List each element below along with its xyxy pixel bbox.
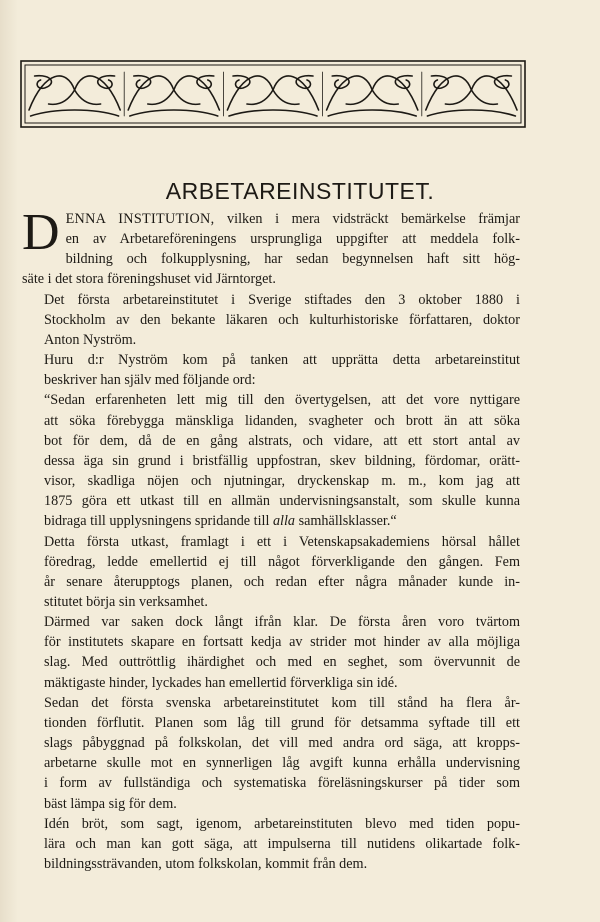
body-text <box>22 204 520 874</box>
ornament-scroll-icon <box>134 76 151 89</box>
ornament-scroll-icon <box>174 90 200 104</box>
ornament-scroll-icon <box>328 110 416 116</box>
ornament-scroll-icon <box>148 90 174 104</box>
art-nouveau-border-icon <box>20 60 526 128</box>
ornament-scroll-icon <box>197 76 214 89</box>
paragraph-3: Huru d:r Nyström kom på tanken att upprätta detta arbetareinstitut beskriver han själv med följande ord: <box>44 352 520 389</box>
ornament-scroll-icon <box>273 90 299 104</box>
paragraph-6: Därmed var saken dock långt ifrån klar. De första åren voro tvärtom för institutets skapare en fortsatt kedja av strider mot hinder av alla möjliga slag. Med outtröttlig ihärdighet och med en seghet, som övervunnit de mäktigaste hinder, lyckades han emellertid förverkliga sin idé. <box>44 614 520 691</box>
ornament-scroll-icon <box>427 110 515 116</box>
emphasis: alla <box>272 513 296 530</box>
ornament-scroll-icon <box>395 76 412 89</box>
paragraph-7: Sedan det första svenska arbetareinstitutet kom till stånd ha flera år- tionden förflutit. Planen som låg till grund för detsamma syftade till ett slags påbyggnad på folkskolan, det vill med andra ord säga, att kropps- arbetarne skulle mot en synnerligen låg avgift kunna erhålla undervisning i form av fullständiga och systematiska föreläsningskurser på tider som bäst lämpa sig för dem. <box>44 694 520 812</box>
ornament-scroll-icon <box>35 76 52 89</box>
ornament-scroll-icon <box>31 110 119 116</box>
ornament-scroll-icon <box>49 90 75 104</box>
ornament-scroll-icon <box>229 110 317 116</box>
drop-cap: D <box>22 204 60 261</box>
decorative-header-ornament <box>20 60 526 128</box>
ornament-scroll-icon <box>495 76 512 89</box>
paragraph-2: Det första arbetareinstitutet i Sverige stiftades den 3 oktober 1880 i Stockholm av den bekante läkaren och kulturhistoriske författaren, doktor Anton Nyström. <box>44 291 520 348</box>
paragraph-4-quote: “Sedan erfarenheten lett mig till den övertygelsen, att det vore nyttigare att söka förebygga mänskliga lidanden, svagheter och brott än att söka bot för dem, då de en gång alstrats, och vidare, att ett stort antal av dessa äga sin grund i bristfällig uppfostran, skev bildning, fördomar, orätt- visor, skadliga nöjen och njutningar, dryckenskap m. m., kom jag att 1875 göra ett utkast till en allmän undervisningsanstalt, som skulle kunna bidraga till upplysningens spridande till alla samhällsklasser.“ <box>44 392 520 530</box>
paragraph-1: D ENNA INSTITUTION, vilken i mera vidsträckt bemärkelse främjar en av Arbetareföreningens ursprungliga uppgifter att meddela folk- bildning och folkupplysning, har sedan begynnelsen haft sitt hög- säte i det stora föreningshuset vid Järntorget. <box>22 204 520 288</box>
ornament-scroll-icon <box>247 90 273 104</box>
ornament-scroll-icon <box>471 90 497 104</box>
ornament-scroll-icon <box>346 90 372 104</box>
ornament-scroll-icon <box>431 76 448 89</box>
paragraph-8: Idén bröt, som sagt, igenom, arbetareinstituten blevo med tiden popu- lära och man kan gott säga, att impulserna till nutidens olikartade folk- bildningssträvanden, utom folkskolan, kommit från dem. <box>44 815 520 872</box>
ornament-scroll-icon <box>75 90 101 104</box>
page-title: ARBETAREINSTITUTET. <box>165 178 435 205</box>
ornament-scroll-icon <box>233 76 250 89</box>
paragraph-5: Detta första utkast, framlagt i ett i Vetenskapsakademiens hörsal hållet föredrag, ledde emellertid ej till något förverkligande den gången. Fem år senare återupptogs planen, och redan efter några månader kunde in- stitutet börja sin verksamhet. <box>44 533 520 610</box>
lead-caps: ENNA INSTITUTION, <box>65 211 215 227</box>
ornament-scroll-icon <box>372 90 398 104</box>
ornament-scroll-icon <box>296 76 313 89</box>
ornament-scroll-icon <box>98 76 115 89</box>
ornament-scroll-icon <box>130 110 218 116</box>
ornament-scroll-icon <box>332 76 349 89</box>
ornament-scroll-icon <box>445 90 471 104</box>
